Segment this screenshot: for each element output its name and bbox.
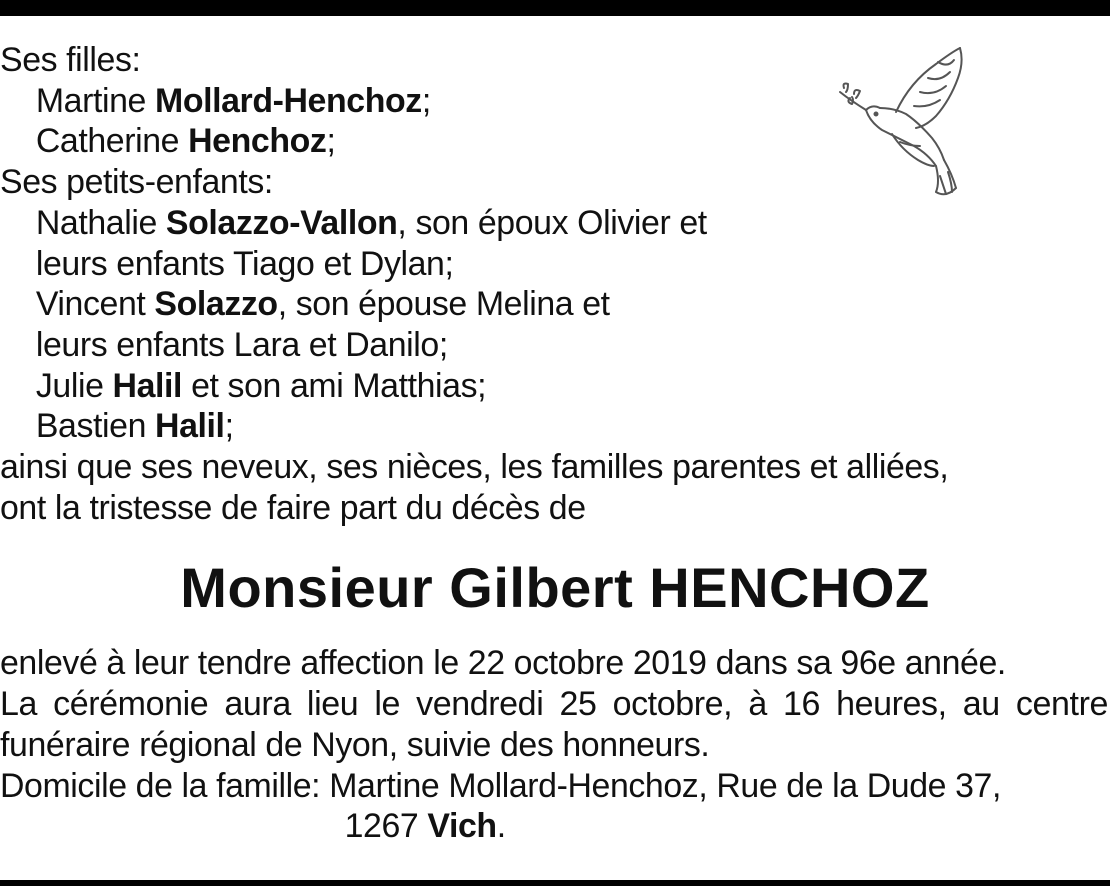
grandchild-entry: Nathalie Solazzo-Vallon, son époux Olivier et (35, 203, 707, 242)
deceased-name: Monsieur Gilbert HENCHOZ (180, 556, 930, 620)
bottom-border-bar (0, 880, 1110, 886)
obituary-notice (0, 40, 1110, 847)
daughter-entry: Catherine Henchoz; (35, 122, 336, 161)
relatives-line: ainsi que ses neveux, ses nièces, les familles parentes et alliées, (0, 448, 949, 487)
grandchild-entry-continued: leurs enfants Lara et Danilo; (35, 325, 448, 364)
details-line: enlevé à leur tendre affection le 22 octobre 2019 dans sa 96e année. (0, 644, 1006, 683)
ceremony-line: La cérémonie aura lieu le vendredi 25 octobre, à 16 heures, au centre (0, 685, 1108, 724)
family-address-town: 1267 Vich. (344, 807, 506, 846)
grandchild-entry: Bastien Halil; (35, 407, 234, 446)
top-border-bar (0, 0, 1110, 16)
daughters-heading: Ses filles: (0, 41, 141, 79)
ceremony-line-continued: funéraire régional de Nyon, suivie des honneurs. (0, 725, 710, 764)
daughter-entry: Martine Mollard-Henchoz; (35, 81, 431, 120)
announcement-line: ont la tristesse de faire part du décès de (0, 488, 586, 527)
grandchildren-heading: Ses petits-enfants: (0, 163, 273, 202)
grandchild-entry-continued: leurs enfants Tiago et Dylan; (35, 244, 454, 283)
grandchild-entry: Julie Halil et son ami Matthias; (35, 366, 487, 405)
grandchild-entry: Vincent Solazzo, son épouse Melina et (35, 285, 610, 324)
family-address-line: Domicile de la famille: Martine Mollard-Henchoz, Rue de la Dude 37, (0, 766, 1001, 805)
